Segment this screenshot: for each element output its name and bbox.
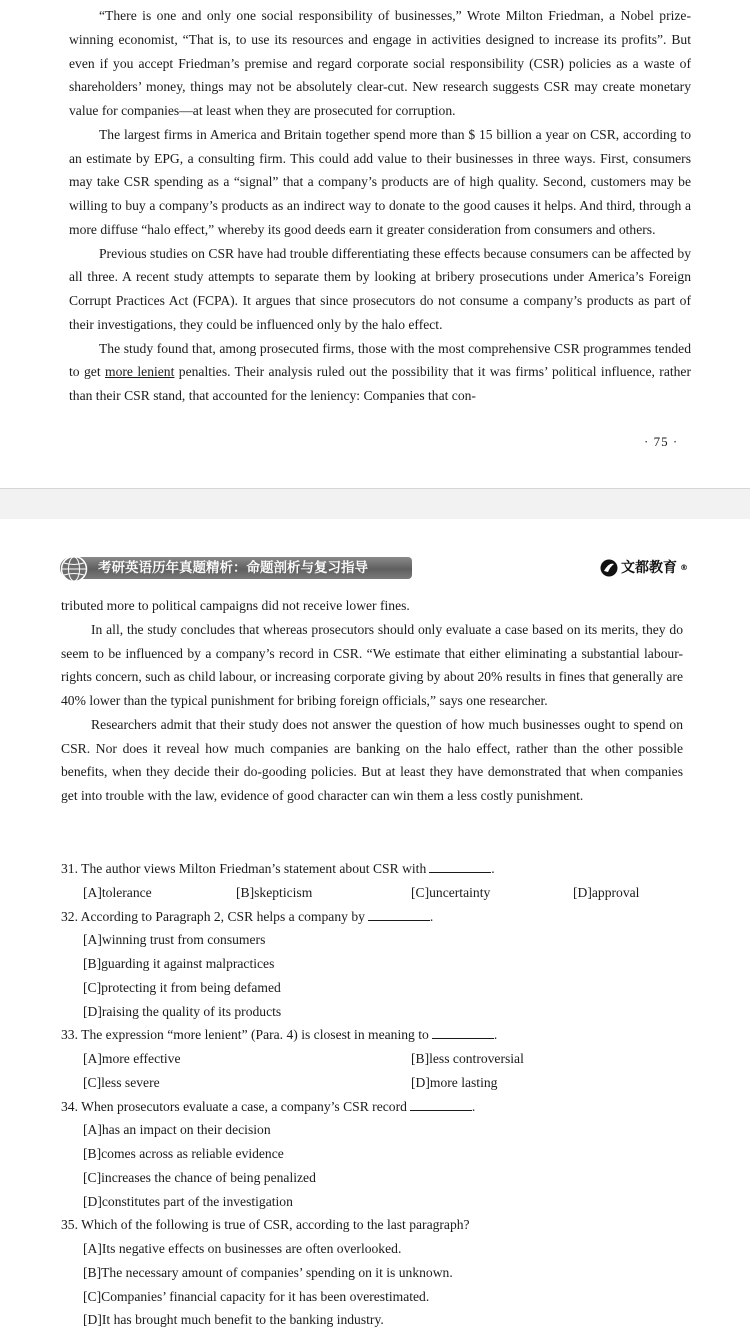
option-c: [C]uncertainty: [411, 884, 491, 900]
page-header: [60, 555, 690, 581]
question-34: 34. When prosecutors evaluate a case, a company’s CSR record .: [61, 1098, 476, 1114]
paragraph-1: “There is one and only one social responsibility of businesses,” Wrote Milton Friedman, a Nobel prize-winning economist, “That is, to use its resources and engage in activities designed to increase its profits”. But even if you accept Friedman’s premise and regard corporate social responsibility (CSR) policies as a waste of shareholders’ money, things may not be absolutely clear-cut. New research suggests CSR may create monetary value for companies—at least when they are prosecuted for corruption.: [69, 8, 691, 118]
option-a: [A]winning trust from consumers: [83, 932, 266, 948]
paragraph-4-start: The study found that, among prosecuted firms, those with the most comprehensive CSR programmes tended to get: [69, 340, 691, 380]
option-c: [C]protecting it from being defamed: [83, 979, 281, 995]
option-c: [C]increases the chance of being penalized: [83, 1169, 316, 1185]
option-a: [A]Its negative effects on businesses are often overlooked.: [83, 1241, 402, 1256]
option-d: [D]It has brought much benefit to the banking industry.: [83, 1312, 384, 1328]
question-35: 35. Which of the following is true of CSR, according to the last paragraph?: [61, 1217, 470, 1233]
globe-icon: [60, 555, 88, 583]
paragraph-6: Researchers admit that their study does not answer the question of how much businesses ought to spend on CSR. Nor does it reveal how much companies are banking on the halo effect, rather than the other possible benefits, when they decide their do-gooding policies. But at least they have demonstrated that when companies get into trouble with the law, evidence of good character can win them a less costly punishment.: [61, 716, 683, 803]
page-76: [0, 519, 750, 1335]
answer-blank: [368, 908, 430, 921]
question-32: 32. According to Paragraph 2, CSR helps a company by .: [61, 908, 434, 924]
option-b: [B]The necessary amount of companies’ spending on it is unknown.: [83, 1264, 453, 1280]
paragraph-4: [69, 337, 691, 408]
brand-name: 文都教育: [621, 560, 677, 576]
paragraph-2: The largest firms in America and Britain together spend more than $ 15 billion a year on CSR, according to an estimate by EPG, a consulting firm. This could add value to their businesses in three ways. First, consumers may take CSR spending as a “signal” that a company’s products are of high quality. Second, customers may be willing to buy a company’s products as an indirect way to donate to the good causes it helps. And third, through a more diffuse “halo effect,” whereby its good deeds earn it greater consideration from consumers and others.: [69, 126, 691, 237]
passage-part-2: [61, 594, 683, 808]
option-b: [B]less controversial: [411, 1051, 524, 1066]
page-75: [0, 0, 750, 488]
passage-part-1: [69, 4, 691, 408]
question-31: 31. The author views Milton Friedman’s statement about CSR with .: [61, 861, 495, 876]
header-banner: [60, 557, 412, 579]
answer-blank: [432, 1026, 494, 1039]
paragraph-4-end: penalties. Their analysis ruled out the possibility that it was firms’ political influence, rather than their CSR stand, that accounted for the leniency: Companies that con-: [69, 364, 691, 403]
question-33-options-row-2: [61, 1071, 683, 1095]
answer-blank: [410, 1098, 472, 1111]
option-d: [D]more lasting: [411, 1074, 498, 1090]
question-33: 33. The expression “more lenient” (Para. 4) is closest in meaning to .: [61, 1027, 498, 1043]
underlined-phrase: more lenient: [105, 364, 175, 380]
question-32-stem: 32. According to Paragraph 2, CSR helps a company by: [61, 908, 365, 924]
brand-logo-icon: [600, 559, 618, 577]
option-b: [B]guarding it against malpractices: [83, 956, 275, 971]
page-separator: [0, 488, 750, 520]
brand-logo: 文都教育 ®: [600, 557, 688, 579]
paragraph-3: Previous studies on CSR have had trouble differentiating these effects because consumers can be affected by all three. A recent study attempts to separate them by looking at bribery prosecutions under America’s Foreign Corrupt Practices Act (FCPA). It argues that since prosecutors do not consume a company’s products as part of their investigations, they could be influenced only by the halo effect.: [69, 245, 691, 332]
option-d: [D]constitutes part of the investigation: [83, 1193, 293, 1209]
option-a: [A]tolerance: [83, 884, 152, 900]
question-33-stem: 33. The expression “more lenient” (Para. 4) is closest in meaning to: [61, 1027, 429, 1043]
paragraph-4-continued: tributed more to political campaigns did not receive lower fines.: [61, 598, 410, 613]
option-b: [B]skepticism: [236, 884, 313, 900]
question-list: [61, 857, 683, 1332]
option-c: [C]Companies’ financial capacity for it has been overestimated.: [83, 1288, 430, 1304]
page-number: · 75 ·: [644, 434, 679, 449]
question-31-options: [61, 881, 683, 905]
option-d: [D]approval: [573, 884, 640, 900]
answer-blank: [429, 860, 491, 873]
option-a: [A]more effective: [83, 1051, 181, 1066]
option-d: [D]raising the quality of its products: [83, 1003, 282, 1019]
question-33-options-row-1: [61, 1047, 683, 1071]
option-c: [C]less severe: [83, 1074, 160, 1090]
header-title: 考研英语历年真题精析：命题剖析与复习指导: [98, 560, 368, 576]
question-31-stem: 31. The author views Milton Friedman’s statement about CSR with: [61, 861, 427, 876]
paragraph-5: In all, the study concludes that whereas prosecutors should only evaluate a case based on its merits, they do seem to be influenced by a company’s record in CSR. “We estimate that either eliminating a substantial labour-rights concern, such as child labour, or increasing corporate giving by about 20% results in fines that generally are 40% lower than the typical punishment for bribing foreign officials,” says one researcher.: [61, 621, 683, 708]
question-34-stem: 34. When prosecutors evaluate a case, a company’s CSR record: [61, 1098, 407, 1114]
option-b: [B]comes across as reliable evidence: [83, 1146, 284, 1161]
option-a: [A]has an impact on their decision: [83, 1122, 271, 1138]
